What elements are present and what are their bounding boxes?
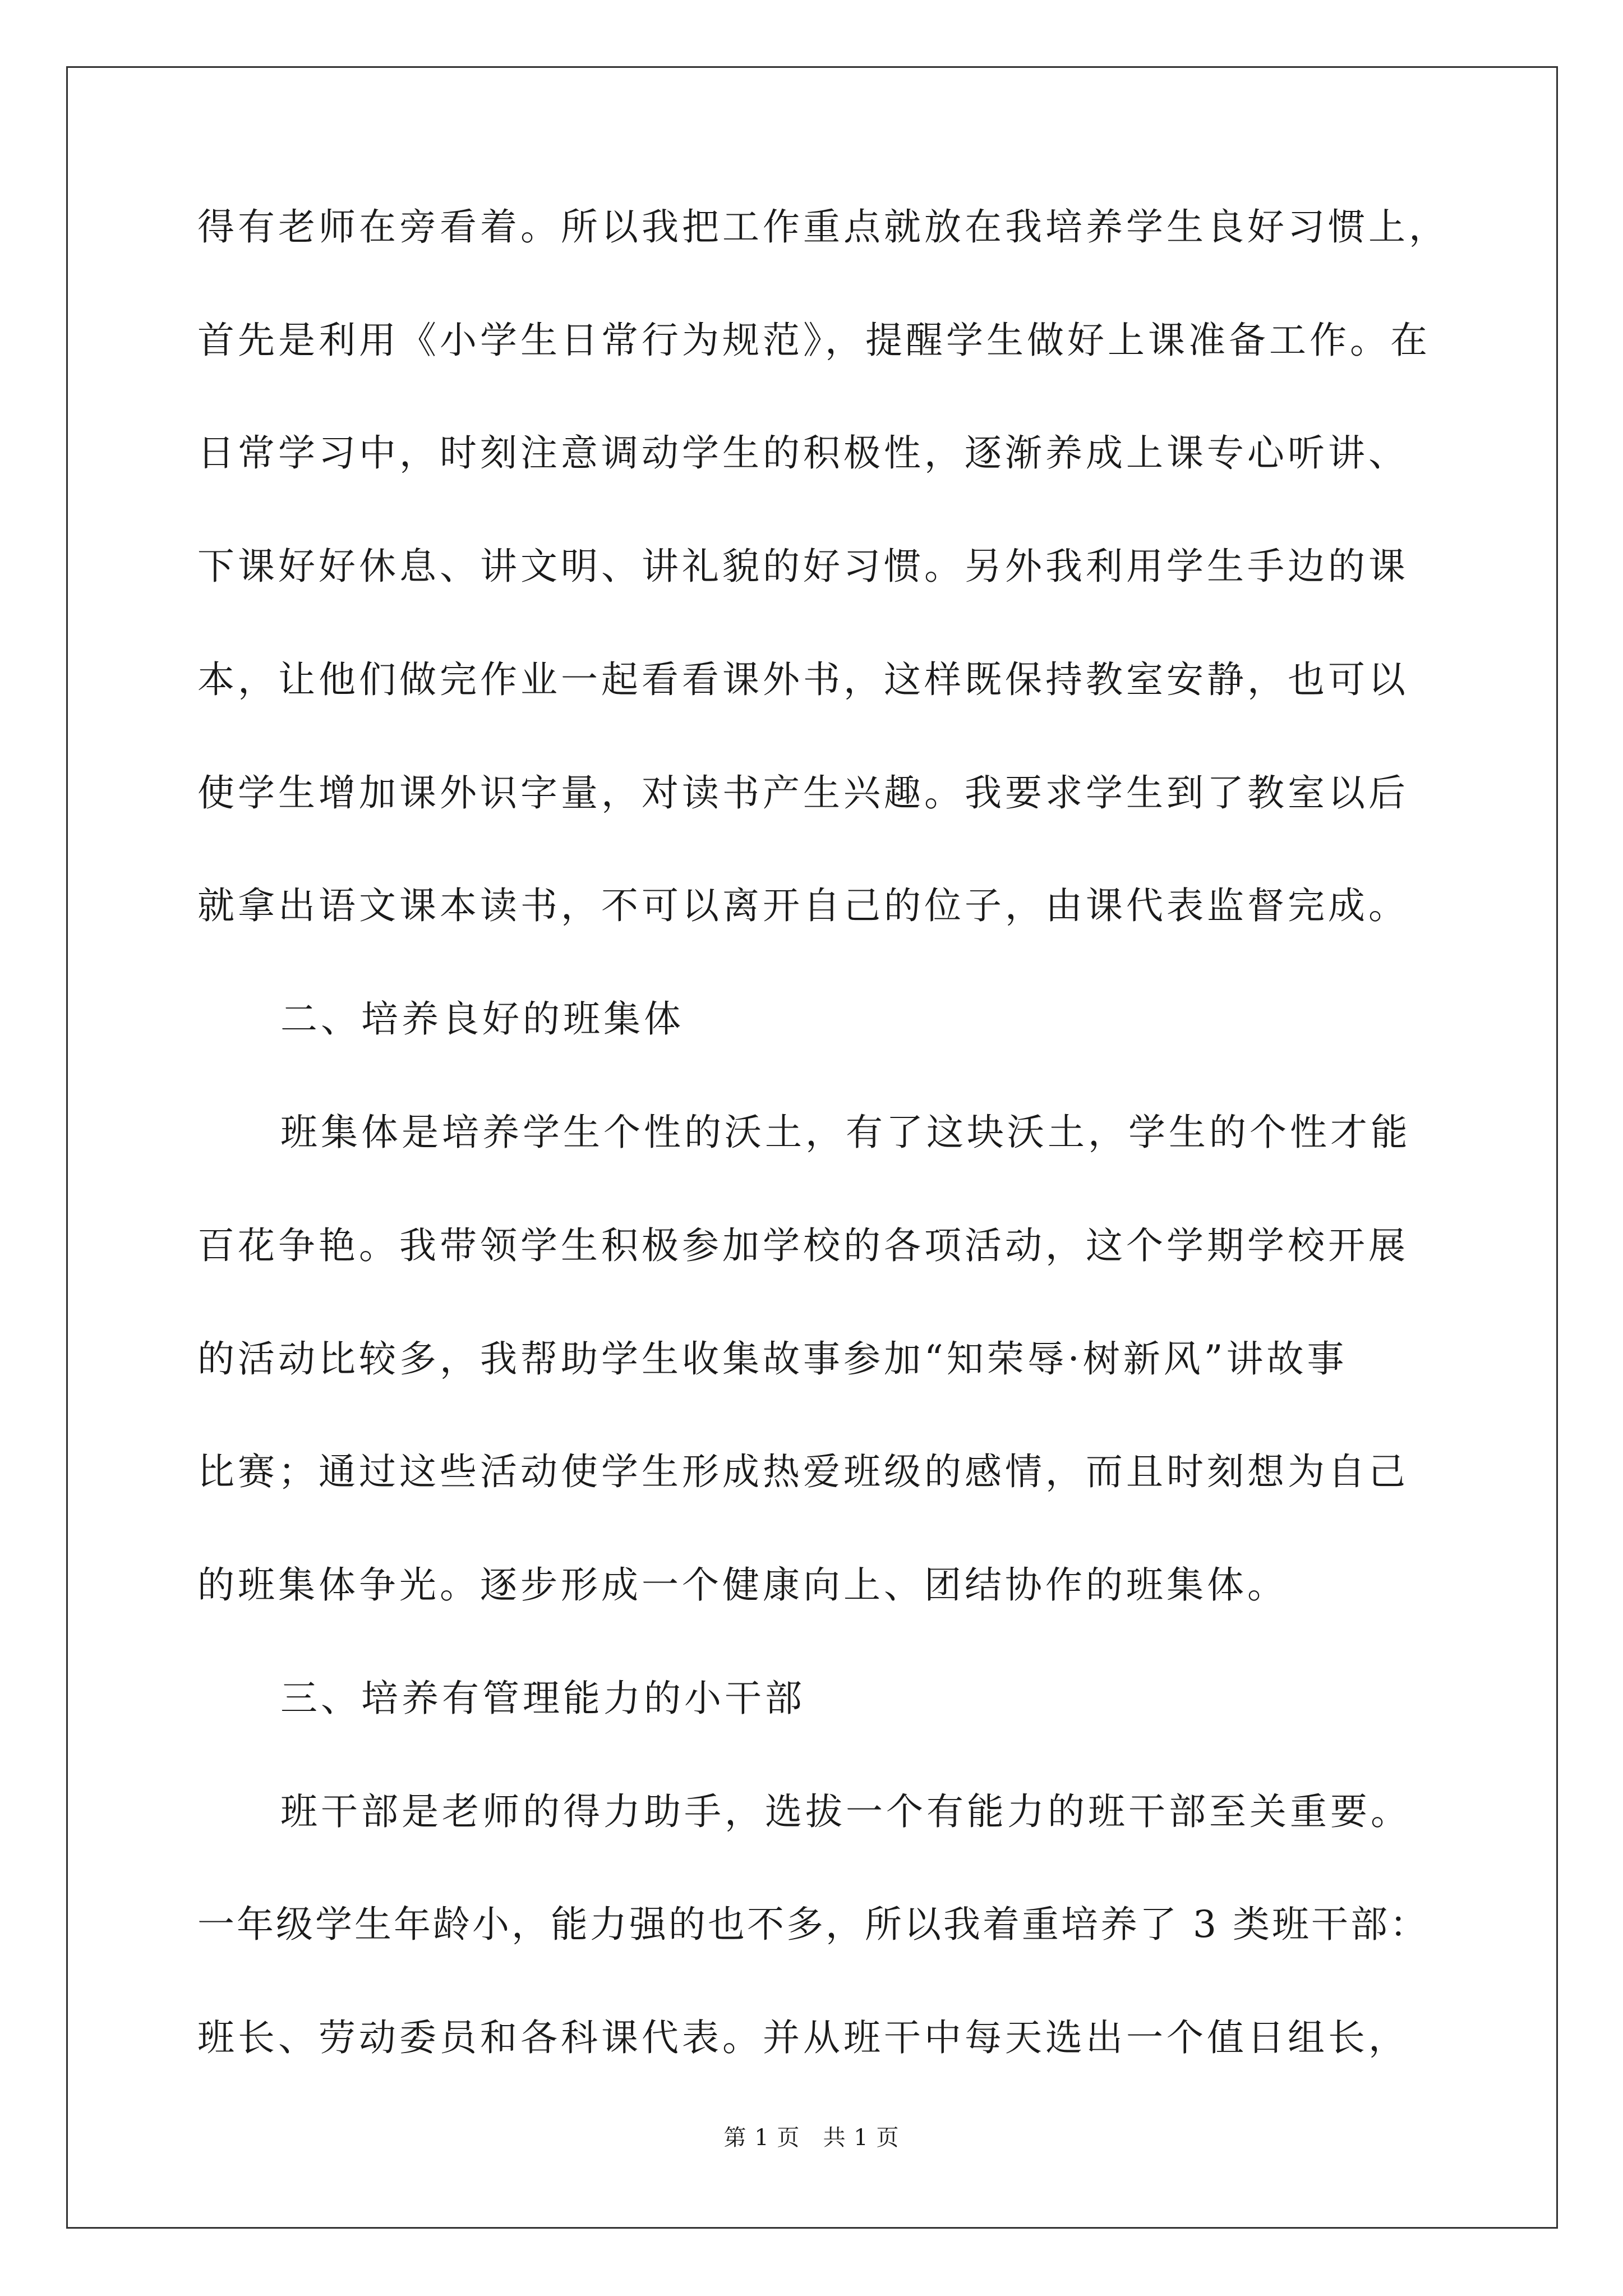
text-line: 首先是利用《小学生日常行为规范》，提醒学生做好上课准备工作。在 <box>197 319 1431 362</box>
text-line: 日常学习中，时刻注意调动学生的积极性，逐渐养成上课专心听讲、 <box>197 431 1409 475</box>
text-line: 就拿出语文课本读书，不可以离开自己的位子，由课代表监督完成。 <box>197 884 1409 927</box>
text-line: 班集体是培养学生个性的沃土，有了这块沃土，学生的个性才能 <box>280 1111 1411 1154</box>
text-line: 得有老师在旁看着。所以我把工作重点就放在我培养学生良好习惯上， <box>197 205 1449 249</box>
text-line: 比赛；通过这些活动使学生形成热爱班级的感情，而且时刻想为自己 <box>197 1450 1409 1493</box>
page-number: 第 1 页 <box>723 2125 800 2151</box>
page-total: 共 1 页 <box>823 2125 900 2151</box>
text-line: 百花争艳。我带领学生积极参加学校的各项活动，这个学期学校开展 <box>197 1224 1409 1267</box>
page-footer <box>0 2124 1623 2152</box>
section-heading: 三、培养有管理能力的小干部 <box>280 1677 805 1720</box>
text-line: 使学生增加课外识字量，对读书产生兴趣。我要求学生到了教室以后 <box>197 771 1409 815</box>
text-line: 一年级学生年龄小，能力强的也不多，所以我着重培养了 3 类班干部： <box>197 1903 1429 1946</box>
text-line: 班长、劳动委员和各科课代表。并从班干中每天选出一个值日组长， <box>197 2016 1409 2059</box>
section-heading: 二、培养良好的班集体 <box>280 997 684 1041</box>
text-line: 班干部是老师的得力助手，选拔一个有能力的班干部至关重要。 <box>280 1790 1411 1833</box>
text-line: 的活动比较多，我帮助学生收集故事参加“知荣辱·树新风”讲故事 <box>197 1337 1348 1381</box>
text-line: 的班集体争光。逐步形成一个健康向上、团结协作的班集体。 <box>197 1563 1288 1607</box>
text-line: 本，让他们做完作业一起看看课外书，这样既保持教室安静，也可以 <box>197 658 1409 701</box>
text-line: 下课好好休息、讲文明、讲礼貌的好习惯。另外我利用学生手边的课 <box>197 545 1409 588</box>
